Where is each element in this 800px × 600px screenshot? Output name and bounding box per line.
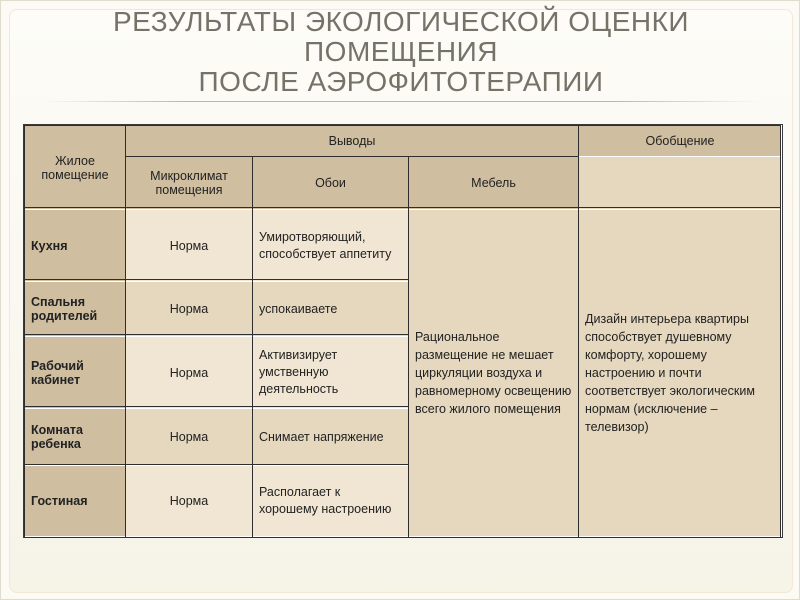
- results-table: [24, 125, 782, 537]
- summary-conclusion: Дизайн интерьера квартиры способствует душевному комфорту, хорошему настроению и почти соответствует экологическим нормам (исключение – телевизор): [579, 210, 782, 537]
- room-name: Комната ребенка: [25, 409, 126, 466]
- microclimate-value: Норма: [126, 337, 253, 409]
- microclimate-value: Норма: [126, 210, 253, 282]
- microclimate-value: Норма: [126, 409, 253, 466]
- grid-line: [24, 125, 781, 126]
- table-row: [25, 210, 782, 282]
- title-line-1: РЕЗУЛЬТАТЫ ЭКОЛОГИЧЕСКОЙ ОЦЕНКИ: [112, 6, 690, 37]
- wallpaper-value: успокаиваете: [253, 282, 409, 337]
- furniture-conclusion: Рациональное размещение не мешает циркуляции воздуха и равномерному освещению всего жилого помещения: [409, 210, 579, 537]
- wallpaper-value: Умиротворяющий, способствует аппетиту: [253, 210, 409, 282]
- header-summary: Обобщение: [579, 126, 782, 157]
- room-name: Кухня: [25, 210, 126, 282]
- grid-line: [125, 156, 578, 157]
- wallpaper-value: Активизирует умственную деятельность: [253, 337, 409, 409]
- grid-line: [125, 125, 126, 538]
- grid-line: [24, 334, 408, 335]
- microclimate-value: Норма: [126, 466, 253, 537]
- title-divider: [41, 101, 761, 102]
- grid-line: [24, 279, 408, 280]
- title-line-2: ПОМЕЩЕНИЯ: [304, 36, 498, 67]
- header-furniture: Мебель: [409, 157, 579, 210]
- header-microclimate: Микроклимат помещения: [126, 157, 253, 210]
- header-conclusions: Выводы: [126, 126, 579, 157]
- grid-line: [578, 125, 579, 538]
- grid-line: [24, 537, 781, 538]
- title-line-3: ПОСЛЕ АЭРОФИТОТЕРАПИИ: [198, 66, 604, 97]
- room-name: Гостиная: [25, 466, 126, 537]
- room-name: Рабочий кабинет: [25, 337, 126, 409]
- grid-line: [780, 125, 781, 538]
- wallpaper-value: Располагает к хорошему настроению: [253, 466, 409, 537]
- grid-line: [24, 406, 408, 407]
- grid-line: [24, 125, 25, 538]
- grid-line: [408, 156, 409, 538]
- grid-line: [24, 207, 781, 208]
- table-header-row-2: [25, 157, 782, 210]
- grid-line: [252, 156, 253, 538]
- grid-line: [24, 464, 408, 465]
- header-wallpaper: Обои: [253, 157, 409, 210]
- room-name: Спальня родителей: [25, 282, 126, 337]
- header-room: Жилое помещение: [25, 126, 126, 210]
- table-header-row-1: [25, 126, 782, 157]
- microclimate-value: Норма: [126, 282, 253, 337]
- header-summary-blank: [579, 157, 782, 210]
- wallpaper-value: Снимает напряжение: [253, 409, 409, 466]
- slide-title: [41, 7, 761, 97]
